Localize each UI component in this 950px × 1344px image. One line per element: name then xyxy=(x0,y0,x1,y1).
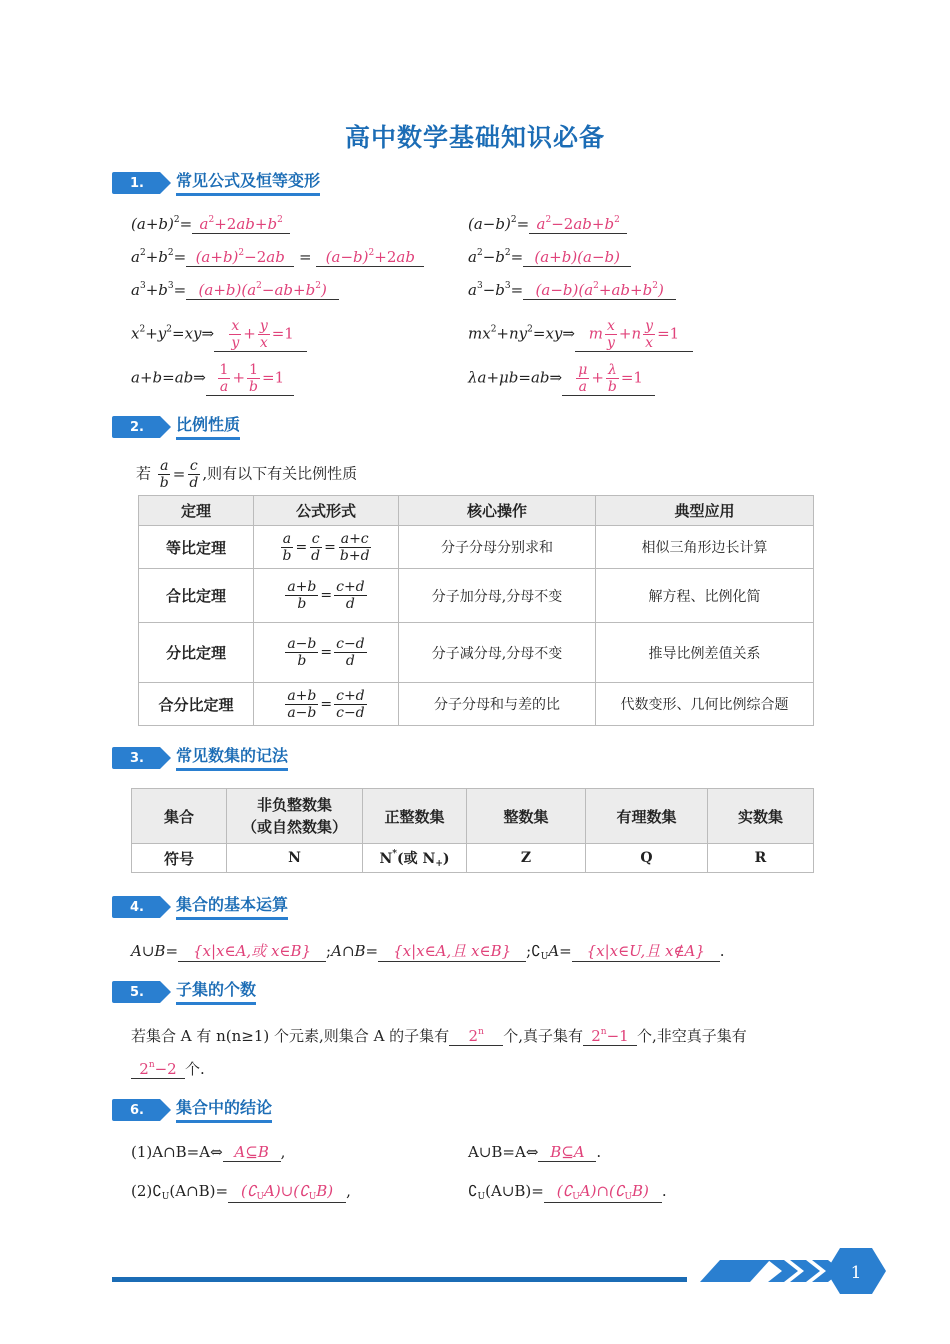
answer-union: {x|x∈A,或 x∈B} xyxy=(178,940,326,962)
typical-use: 解方程、比例化简 xyxy=(596,569,814,623)
answer-intersection: {x|x∈A,且 x∈B} xyxy=(378,940,526,962)
page-number: 1 xyxy=(850,1263,862,1283)
formula-sum-of-cubes: $a^3+b^3= (a+b)(a^2-ab+b^2)$ xyxy=(131,281,339,300)
formula-square-sum: $(a+b)^2= a^2+2ab+b^2$ xyxy=(131,215,290,234)
section-2-heading xyxy=(112,414,240,440)
section-number: 5. xyxy=(112,981,160,1003)
formula-sum-of-squares: $a^2+b^2= (a+b)^2-2ab = (a-b)^2+2ab$ xyxy=(131,248,424,267)
answer-nonempty-proper-subsets: $2^n-2$ xyxy=(131,1060,185,1079)
symbol-rational: Q xyxy=(586,844,708,873)
table-header: 正整数集 xyxy=(363,789,467,844)
section-3-heading xyxy=(112,745,288,771)
page-title: 高中数学基础知识必备 xyxy=(344,123,605,152)
theorem-formula: $\frac{a}{b}$ = $\frac{c}{d}$ = $\frac{a+c}{b+d}$ xyxy=(254,526,399,569)
table-header: 实数集 xyxy=(708,789,814,844)
table-header: 集合 xyxy=(132,789,227,844)
section-label: 子集的个数 xyxy=(176,980,256,1005)
table-header: 典型应用 xyxy=(596,496,814,526)
typical-use: 相似三角形边长计算 xyxy=(596,526,814,569)
footer-rule xyxy=(112,1277,687,1282)
section-number: 6. xyxy=(112,1099,160,1121)
theorem-name: 合分比定理 xyxy=(139,683,254,726)
theorem-formula: $\frac{a+b}{b}$ = $\frac{c+d}{d}$ xyxy=(254,569,399,623)
table-header: 核心操作 xyxy=(399,496,596,526)
intro-prefix: 若 xyxy=(136,464,152,483)
table-row xyxy=(139,683,814,726)
theorem-formula: $\frac{a+b}{a-b}$ = $\frac{c+d}{c-d}$ xyxy=(254,683,399,726)
section-label: 集合的基本运算 xyxy=(176,895,288,920)
set-operations: A∪B= {x|x∈A,或 x∈B} ;A∩B= {x|x∈A,且 x∈B} $;∁_UA=$ {x|x∈U,且 x∉A} . xyxy=(131,942,725,962)
symbol-natural: N xyxy=(227,844,363,873)
ratio-intro: 若 $\frac{a}{b}$ = $\frac{c}{d}$ ,则有以下有关比例性质 xyxy=(136,458,358,491)
de-morgan-2: $∁_U(A\cup B)=$ $(∁_UA)\cap(∁_UB)$ . xyxy=(468,1182,667,1202)
theorem-name: 分比定理 xyxy=(139,623,254,683)
symbol-positive-integer: N*(或 $N_+$) xyxy=(363,844,467,873)
table-row xyxy=(139,526,814,569)
answer-proper-subsets: $2^n-1$ xyxy=(583,1027,637,1046)
section-number: 1. xyxy=(112,172,160,194)
typical-use: 代数变形、几何比例综合题 xyxy=(596,683,814,726)
table-row xyxy=(132,844,814,873)
table-row xyxy=(139,623,814,683)
theorem-name: 合比定理 xyxy=(139,569,254,623)
de-morgan-1: $(2)∁_U(A\cap B)=$ $(∁_UA)\cup(∁_UB)$ , xyxy=(131,1182,351,1202)
formula-ellipse-transform: $x^2+y^2=xy\Rightarrow$ $\frac{x}{y}$ + $\frac{y}{x}$ =1 xyxy=(131,318,307,352)
answer-subsets: 2$^n$ xyxy=(449,1027,503,1046)
formula-weighted-reciprocal: λa+μb=ab⇒ $\frac{\mu}{a}$ + $\frac{\lambda}{b}$ =1 xyxy=(468,362,655,396)
formula-weighted-transform: $mx^2+ny^2=xy\Rightarrow$ m $\frac{x}{y}$ +n $\frac{y}{x}$ =1 xyxy=(468,318,693,352)
answer-complement: {x|x∈U,且 x∉A} xyxy=(572,940,720,962)
formula-reciprocal-sum: a+b=ab⇒ $\frac{1}{a}$ + $\frac{1}{b}$ =1 xyxy=(131,362,294,396)
core-operation: 分子加分母,分母不变 xyxy=(399,569,596,623)
section-label: 常见公式及恒等变形 xyxy=(176,171,320,196)
subset-count-line1: 若集合 A 有 n(n≥1) 个元素,则集合 A 的子集有 2$^n$ 个,真子集有 $2^n-1$ 个,非空真子集有 xyxy=(131,1027,747,1045)
number-sets-table xyxy=(131,788,814,873)
section-1-heading xyxy=(112,170,320,196)
section-6-heading xyxy=(112,1097,272,1123)
table-header: 有理数集 xyxy=(586,789,708,844)
section-number: 3. xyxy=(112,747,160,769)
table-header xyxy=(227,789,363,844)
header-line: （或自然数集） xyxy=(241,818,347,836)
chevron-icon xyxy=(768,1260,798,1282)
section-label: 集合中的结论 xyxy=(176,1098,272,1123)
table-header: 公式形式 xyxy=(254,496,399,526)
section-5-heading xyxy=(112,979,256,1005)
ratio-properties-table xyxy=(138,495,814,726)
formula-square-diff: $(a-b)^2= a^2-2ab+b^2$ xyxy=(468,215,627,234)
footer-band xyxy=(700,1260,770,1282)
symbol-integer: Z xyxy=(467,844,586,873)
section-number: 2. xyxy=(112,416,160,438)
intro-suffix: ,则有以下有关比例性质 xyxy=(202,464,358,483)
answer-a-subset-b: A⊆B xyxy=(223,1143,281,1162)
answer-de-morgan-2: $(∁_UA)\cap(∁_UB)$ xyxy=(544,1182,662,1203)
section-label: 常见数集的记法 xyxy=(176,746,288,771)
formula-diff-of-squares: $a^2-b^2= (a+b)(a-b)$ xyxy=(468,248,631,267)
typical-use: 推导比例差值关系 xyxy=(596,623,814,683)
table-header: 整数集 xyxy=(467,789,586,844)
table-header: 定理 xyxy=(139,496,254,526)
formula-diff-of-cubes: $a^3-b^3= (a-b)(a^2+ab+b^2)$ xyxy=(468,281,676,300)
table-row xyxy=(139,569,814,623)
section-4-heading xyxy=(112,894,288,920)
row-label: 符号 xyxy=(132,844,227,873)
footer-decoration xyxy=(690,1242,890,1298)
set-conclusion-2: A∪B=A⇔ B⊆A . xyxy=(468,1143,602,1161)
core-operation: 分子分母和与差的比 xyxy=(399,683,596,726)
set-conclusion-1: (1)A∩B=A⇔ A⊆B , xyxy=(131,1143,286,1161)
core-operation: 分子减分母,分母不变 xyxy=(399,623,596,683)
header-line: 非负整数集 xyxy=(256,796,332,814)
answer-de-morgan-1: $(∁_UA)\cup(∁_UB)$ xyxy=(228,1182,346,1203)
core-operation: 分子分母分别求和 xyxy=(399,526,596,569)
theorem-name: 等比定理 xyxy=(139,526,254,569)
subset-count-line2: $2^n-2$ 个. xyxy=(131,1058,205,1079)
section-number: 4. xyxy=(112,896,160,918)
section-label: 比例性质 xyxy=(176,415,240,440)
symbol-real: R xyxy=(708,844,814,873)
theorem-formula: $\frac{a-b}{b}$ = $\frac{c-d}{d}$ xyxy=(254,623,399,683)
answer-b-subset-a: B⊆A xyxy=(538,1143,596,1162)
